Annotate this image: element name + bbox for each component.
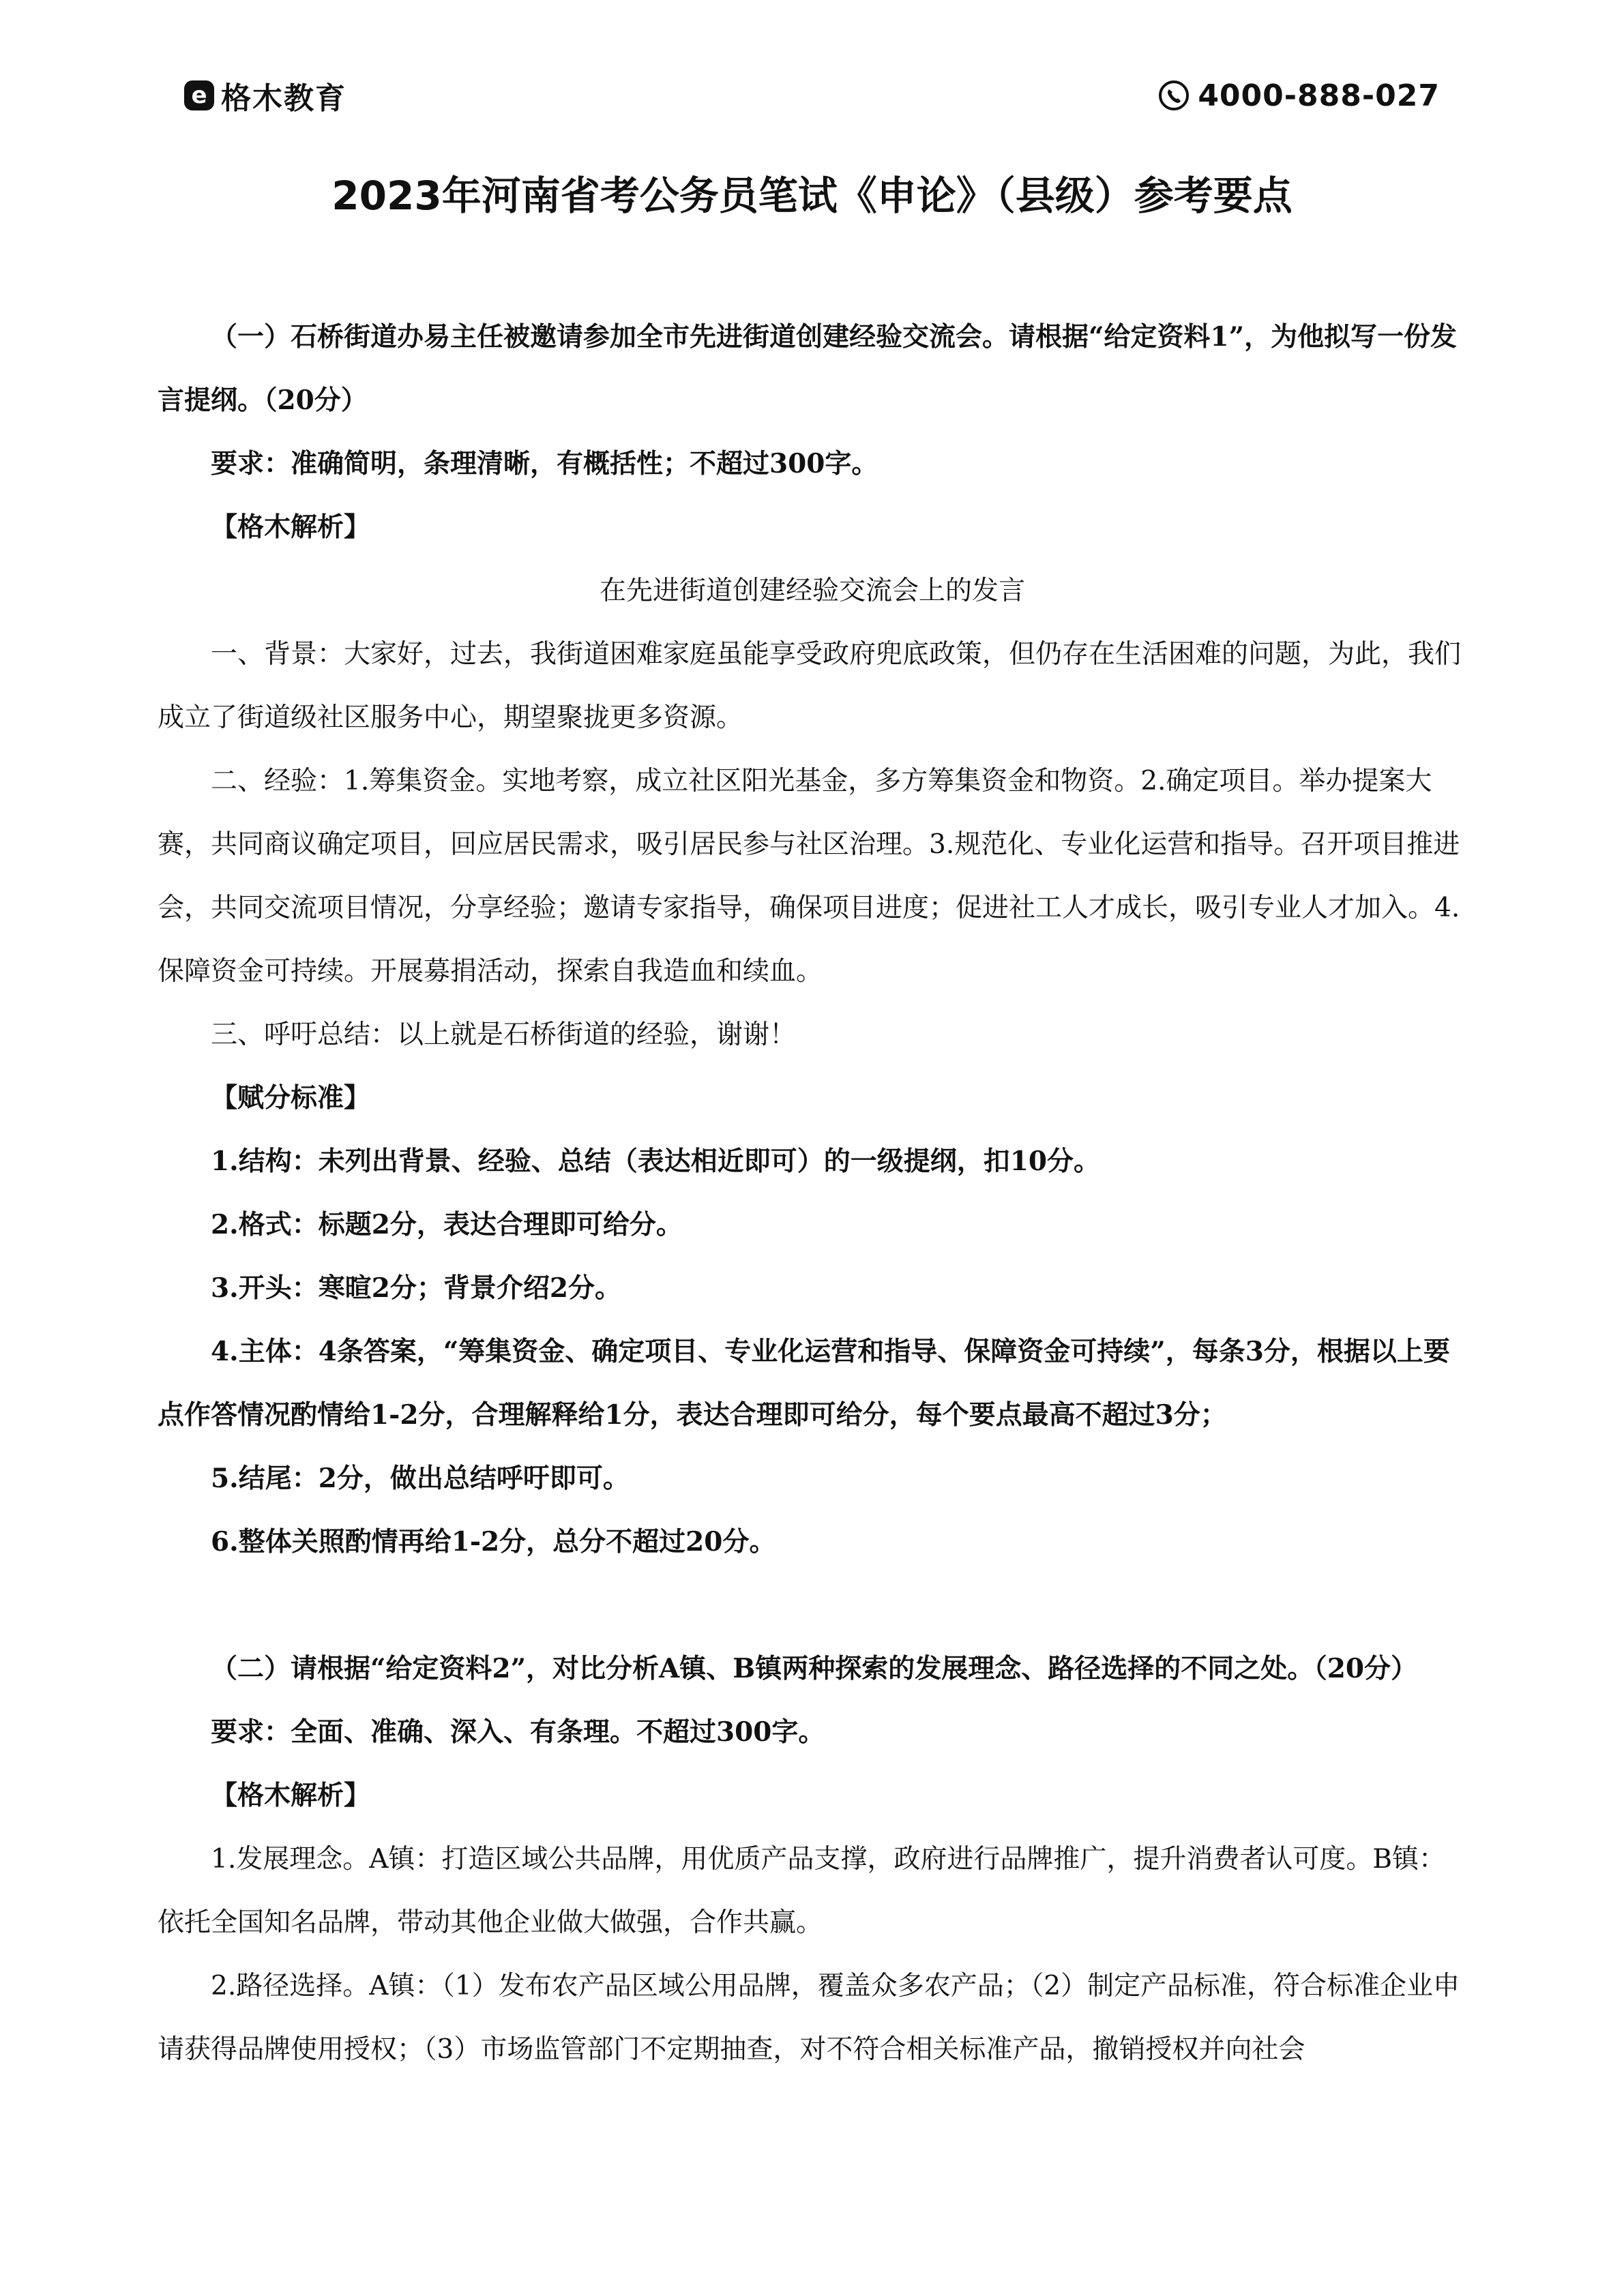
phone-icon: [1158, 80, 1190, 111]
scoring-item: 2.格式：标题2分，表达合理即可给分。: [211, 1209, 683, 1240]
answer-paragraph: 二、经验：1.筹集资金。实地考察，成立社区阳光基金，多方筹集资金和物资。2.确定项目。举办提案大赛，共同商议确定项目，回应居民需求，吸引居民参与社区治理。3.规范化、专业化运营和指导。召开项目推进会，共同交流项目情况，分享经验；邀请专家指导，确保项目进度；促进社工人才成长，吸引专业人才加入。4.保障资金可持续。开展募捐活动，探索自我造血和续血。: [158, 766, 1460, 987]
section-spacer: [158, 1574, 1467, 1637]
scoring-item: 4.主体：4条答案，“筹集资金、确定项目、专业化运营和指导、保障资金可持续”，每条3分，根据以上要点作答情况酌情给1-2分，合理解释给1分，表达合理即可给分，每个要点最高不超过3分；: [158, 1336, 1450, 1431]
speech-title: 在先进街道创建经验交流会上的发言: [599, 576, 1025, 606]
scoring-item: 5.结尾：2分，做出总结呼吁即可。: [211, 1463, 630, 1494]
scoring-item: 3.开头：寒暄2分；背景介绍2分。: [211, 1272, 621, 1304]
question-1-requirement: 要求：准确简明，条理清晰，有概括性；不超过300字。: [211, 448, 879, 479]
question-1: （一）石桥街道办易主任被邀请参加全市先进街道创建经验交流会。请根据“给定资料1”，为他拟写一份发言提纲。（20分）: [158, 321, 1458, 416]
analysis-label: 【格木解析】: [211, 511, 371, 543]
document-body: [158, 305, 1467, 2081]
analysis-label: 【格木解析】: [211, 1780, 371, 1811]
phone-number: 4000-888-027: [1198, 78, 1440, 113]
answer-paragraph: 一、背景：大家好，过去，我街道困难家庭虽能享受政府兜底政策，但仍存在生活困难的问题，为此，我们成立了街道级社区服务中心，期望聚拢更多资源。: [158, 639, 1462, 733]
question-2: （二）请根据“给定资料2”，对比分析A镇、B镇两种探索的发展理念、路径选择的不同之处。（20分）: [211, 1653, 1417, 1684]
page-title: 2023年河南省考公务员笔试《申论》（县级）参考要点: [331, 173, 1293, 219]
answer-paragraph: 1.发展理念。A镇：打造区域公共品牌，用优质产品支撑，政府进行品牌推广，提升消费者认可度。B镇：依托全国知名品牌，带动其他企业做大做强，合作共赢。: [158, 1844, 1446, 1938]
page-header: [184, 68, 1440, 123]
scoring-label: 【赋分标准】: [211, 1082, 371, 1114]
question-2-requirement: 要求：全面、准确、深入、有条理。不超过300字。: [211, 1716, 825, 1748]
hotline: [1158, 78, 1440, 113]
scoring-item: 6.整体关照酌情再给1-2分，总分不超过20分。: [211, 1526, 776, 1557]
scoring-item: 1.结构：未列出背景、经验、总结（表达相近即可）的一级提纲，扣10分。: [211, 1146, 1100, 1177]
brand-logo: [184, 74, 346, 117]
brand-mark-icon: e: [184, 80, 214, 110]
answer-paragraph: 2.路径选择。A镇：（1）发布农产品区域公用品牌，覆盖众多农产品；（2）制定产品标准，符合标准企业申请获得品牌使用授权；（3）市场监管部门不定期抽查，对不符合相关标准产品，撤销授权并向社会: [158, 1971, 1460, 2065]
brand-name: 格木教育: [221, 81, 346, 116]
answer-paragraph: 三、呼吁总结：以上就是石桥街道的经验，谢谢！: [211, 1019, 797, 1050]
